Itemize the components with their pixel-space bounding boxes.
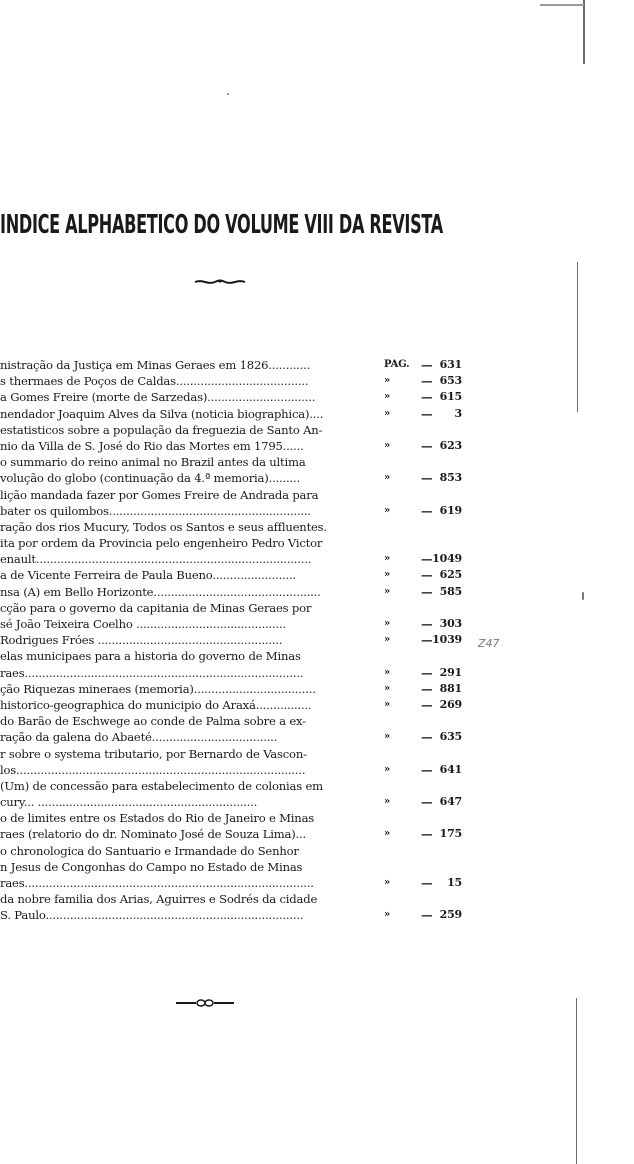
page-reference [378,697,470,713]
page-reference [378,373,470,389]
index-entry [0,600,470,632]
entry-text: o de limites entre os Estados do Rio de Janeiro e Minas [0,811,315,826]
dash-separator: — [421,374,433,389]
speck [582,592,584,600]
entry-text: a Gomes Freire (morte de Sarzedas)............................... [0,390,316,405]
entry-line [0,648,470,664]
entry-line [0,859,470,875]
page-number: 641 [439,762,462,776]
entry-text: enault............................................................................... [0,552,312,567]
index-entry [0,519,470,568]
index-entry [0,373,470,389]
entry-text: elas municipaes para a historia do governo de Minas [0,649,301,664]
entry-line [0,778,470,794]
handwritten-note: Z47 [478,637,500,650]
dash-separator: — [421,390,433,405]
dash-separator: — [421,406,433,421]
page-reference [378,665,470,681]
entry-line [0,535,470,551]
index-entry [0,648,470,680]
entry-text: cury... ............................................................... [0,795,258,810]
entry-text: raes................................................................................ [0,665,304,680]
page-reference [378,584,470,600]
speck [227,93,229,95]
page-reference [378,875,470,891]
page-number: 635 [439,730,462,744]
page-reference [378,357,470,373]
ditto-mark: » [384,553,391,565]
entry-text: ração dos rios Mucury, Todos os Santos e seus affluentes. [0,519,327,534]
ditto-mark: » [384,569,391,581]
page-number: 1049 [432,552,462,566]
page-reference [378,632,470,648]
entry-text: da nobre familia dos Arias, Aguirres e Sodrés da cidade [0,892,318,907]
page-number: 3 [454,406,462,420]
page-reference [378,681,470,697]
page-reference [378,762,470,778]
index-entry [0,422,470,454]
ditto-mark: PAG. [384,359,410,370]
dash-separator: — [421,438,433,453]
entry-text: bater os quilombos.......................................................... [0,503,311,518]
ditto-mark: » [384,391,391,403]
index-entry [0,891,470,923]
entry-text: a de Vicente Ferreira de Paula Bueno........................ [0,568,297,583]
entry-line [0,843,470,859]
page-number: 291 [439,665,462,679]
entry-text: nistração da Justiça em Minas Geraes em 1826............ [0,358,311,372]
page-number: 881 [439,681,462,695]
dash-separator: — [421,795,433,810]
ditto-mark: » [384,375,391,387]
entry-text: nendador Joaquim Alves da Silva (noticia biographica).... [0,406,324,421]
ditto-mark: » [384,698,391,710]
entry-text: S. Paulo.......................................................................... [0,908,304,923]
page-number: 853 [439,471,462,485]
entry-text: o chronologica do Santuario e Irmandade do Senhor [0,843,299,858]
entry-text: raes................................................................................... [0,876,314,890]
index-entry [0,632,470,648]
entry-text: los................................................................................... [0,762,306,777]
dash-separator: — [421,697,433,712]
page-number: 269 [439,697,462,711]
entry-line [0,891,470,907]
entry-text: ção Riquezas mineraes (memoria)................................... [0,681,316,696]
entry-text: volução do globo (continuação da 4.ª memoria)......... [0,471,300,486]
ditto-mark: » [384,472,391,484]
entry-text: o summario do reino animal no Brazil antes da ultima [0,455,306,470]
page-reference [378,438,470,454]
dash-separator: — [421,358,433,372]
entry-text: r sobre o systema tributario, por Bernardo de Vascon- [0,746,307,761]
page-number: 1039 [432,633,462,647]
ditto-mark: » [384,796,391,808]
ditto-mark: » [384,909,391,921]
entry-text: ita por ordem da Provincia pelo engenheiro Pedro Victor [0,536,323,551]
page-reference [378,826,470,842]
dash-separator: — [421,730,433,745]
page-title: INDICE ALPHABETICO DO VOLUME VIII DA REVISTA [0,210,443,240]
page-number: 15 [447,876,462,889]
entry-text: historico-geographica do municipio do Araxá................ [0,697,312,712]
page-number: 647 [439,795,462,809]
scan-edge-top [583,0,585,64]
index-entry [0,746,470,778]
page-reference [378,389,470,405]
dash-separator: — [421,876,433,890]
dash-separator: — [421,633,433,648]
index-entry [0,487,470,519]
entry-text: s thermaes de Poços de Caldas...................................... [0,374,309,389]
dash-separator: — [421,762,433,777]
scan-edge-corner [540,4,584,6]
page-reference [378,567,470,583]
dash-separator: — [421,827,433,842]
page-reference [378,616,470,632]
entry-line [0,746,470,762]
entry-text: raes (relatorio do dr. Nominato José de Souza Lima)... [0,827,307,842]
dash-separator: — [421,568,433,583]
index-entry [0,389,470,405]
entry-line [0,810,470,826]
index-entry [0,681,470,697]
page-number: 623 [439,438,462,452]
ditto-mark: » [384,585,391,597]
index-entry [0,843,470,892]
page-number: 259 [439,908,462,922]
entry-line [0,713,470,729]
ditto-mark: » [384,634,391,646]
ditto-mark: » [384,666,391,678]
title-ornament [193,277,247,287]
entry-text: ração da galena do Abaeté.................................... [0,730,278,745]
ditto-mark: » [384,407,391,419]
page-number: 653 [439,374,462,388]
index-entry [0,454,470,486]
entry-line [0,487,470,503]
page-number: 175 [439,827,462,841]
dash-separator: — [421,665,433,680]
page-reference [378,907,470,923]
index-entry [0,357,470,373]
page-number: 625 [439,568,462,582]
entry-line [0,519,470,535]
closing-ornament [174,998,236,1008]
entry-text: do Barão de Eschwege ao conde de Palma sobre a ex- [0,714,306,729]
page-number: 585 [439,584,462,598]
index-entry [0,713,470,745]
page-reference [378,729,470,745]
entry-line [0,422,470,438]
ditto-mark: » [384,763,391,775]
page-reference [378,551,470,567]
ditto-mark: » [384,618,391,629]
entry-text: cção para o governo da capitania de Minas Geraes por [0,600,312,615]
index-entry [0,697,470,713]
entry-text: Rodrigues Fróes ..................................................... [0,633,283,648]
scan-edge-upper [577,262,578,412]
ditto-mark: » [384,877,391,888]
ditto-mark: » [384,731,391,743]
dash-separator: — [421,503,433,518]
dash-separator: — [421,471,433,486]
index-entry [0,810,470,842]
entry-text: (Um) de concessão para estabelecimento de colonias em [0,778,323,793]
ditto-mark: » [384,439,391,451]
entry-text: lição mandada fazer por Gomes Freire de Andrada para [0,487,319,502]
page-reference [378,406,470,422]
entry-text: n Jesus de Congonhas do Campo no Estado de Minas [0,859,303,874]
index-entry [0,584,470,600]
page-reference [378,470,470,486]
index-entry [0,567,470,583]
page-number: 303 [439,617,462,630]
page-number: 619 [439,503,462,517]
ditto-mark: » [384,682,391,694]
ditto-mark: » [384,504,391,516]
page-number: 615 [439,390,462,404]
scan-edge-lower [576,998,577,1164]
dash-separator: — [421,617,433,631]
index-entry [0,406,470,422]
dash-separator: — [421,552,433,567]
index-entry [0,778,470,810]
page-reference [378,794,470,810]
dash-separator: — [421,681,433,696]
entry-text: estatisticos sobre a população da freguezia de Santo An- [0,422,323,437]
entry-line [0,454,470,470]
entry-text: nsa (A) em Bello Horizonte................................................ [0,584,321,599]
entry-text: nio da Villa de S. José do Rio das Mortes em 1795...... [0,438,304,453]
ditto-mark: » [384,828,391,840]
index-entries [0,357,470,924]
dash-separator: — [421,908,433,923]
entry-line [0,600,470,616]
page-number: 631 [439,358,462,371]
entry-text: sé João Teixeira Coelho ........................................... [0,617,286,631]
dash-separator: — [421,584,433,599]
page-reference [378,503,470,519]
